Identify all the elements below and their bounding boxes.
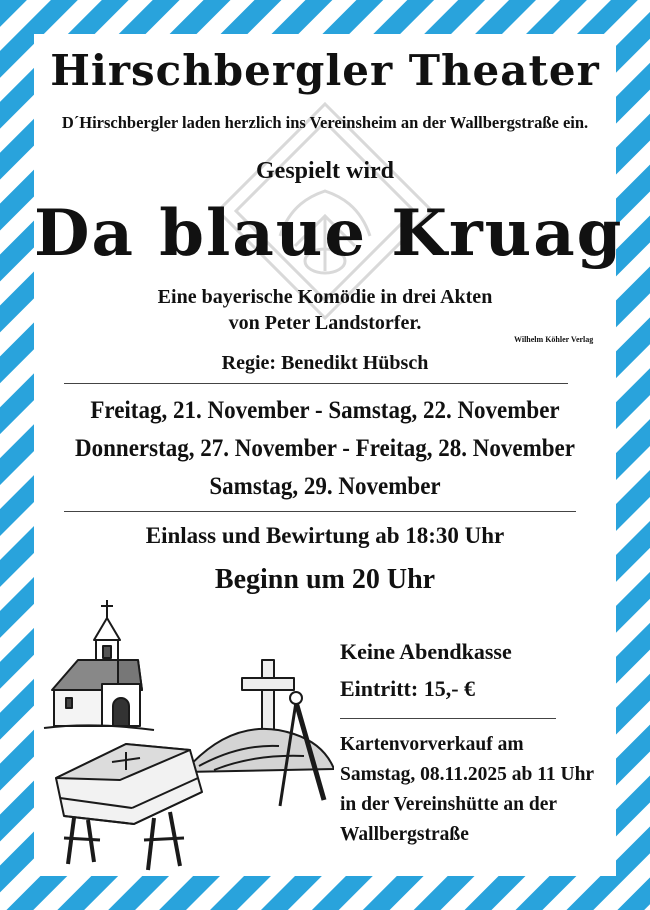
director-credit: Regie: Benedikt Hübsch (221, 352, 429, 374)
presale-line2: Samstag, 08.11.2025 ab 11 Uhr (340, 764, 595, 785)
chapel-icon (44, 600, 154, 730)
play-description-line1: Eine bayerische Komödie in drei Akten (157, 286, 493, 308)
divider-top (64, 383, 568, 384)
grave-cross-icon (184, 660, 334, 806)
invitation-text: D´Hirschbergler laden herzlich ins Vereinsheim an der Wallbergstraße ein. (61, 113, 589, 132)
play-title: Da blaue Kruag (34, 196, 624, 271)
presale-line4: Wallbergstraße (340, 824, 469, 845)
dates-line1: Freitag, 21. November - Samstag, 22. November (90, 397, 560, 424)
coffin-icon (56, 744, 202, 870)
dates-line3: Samstag, 29. November (209, 473, 441, 500)
presale-line1: Kartenvorverkauf am (340, 734, 524, 755)
divider-middle (64, 511, 576, 512)
admission-price: Eintritt: 15,- € (340, 676, 476, 701)
no-box-office: Keine Abendkasse (340, 639, 512, 664)
presale-line3: in der Vereinshütte an der (340, 794, 558, 815)
publisher-label: Wilhelm Köhler Verlag (514, 335, 594, 344)
entry-time: Einlass und Bewirtung ab 18:30 Uhr (145, 523, 505, 548)
chapel-cross-coffin-illustration (34, 594, 334, 874)
play-description-line2: von Peter Landstorfer. (228, 312, 422, 334)
theater-name: Hirschbergler Theater (50, 46, 600, 95)
start-time: Beginn um 20 Uhr (214, 564, 436, 595)
dates-line2: Donnerstag, 27. November - Freitag, 28. November (75, 435, 575, 462)
divider-tickets (340, 718, 556, 719)
play-intro: Gespielt wird (256, 158, 394, 184)
poster-content (34, 34, 624, 876)
